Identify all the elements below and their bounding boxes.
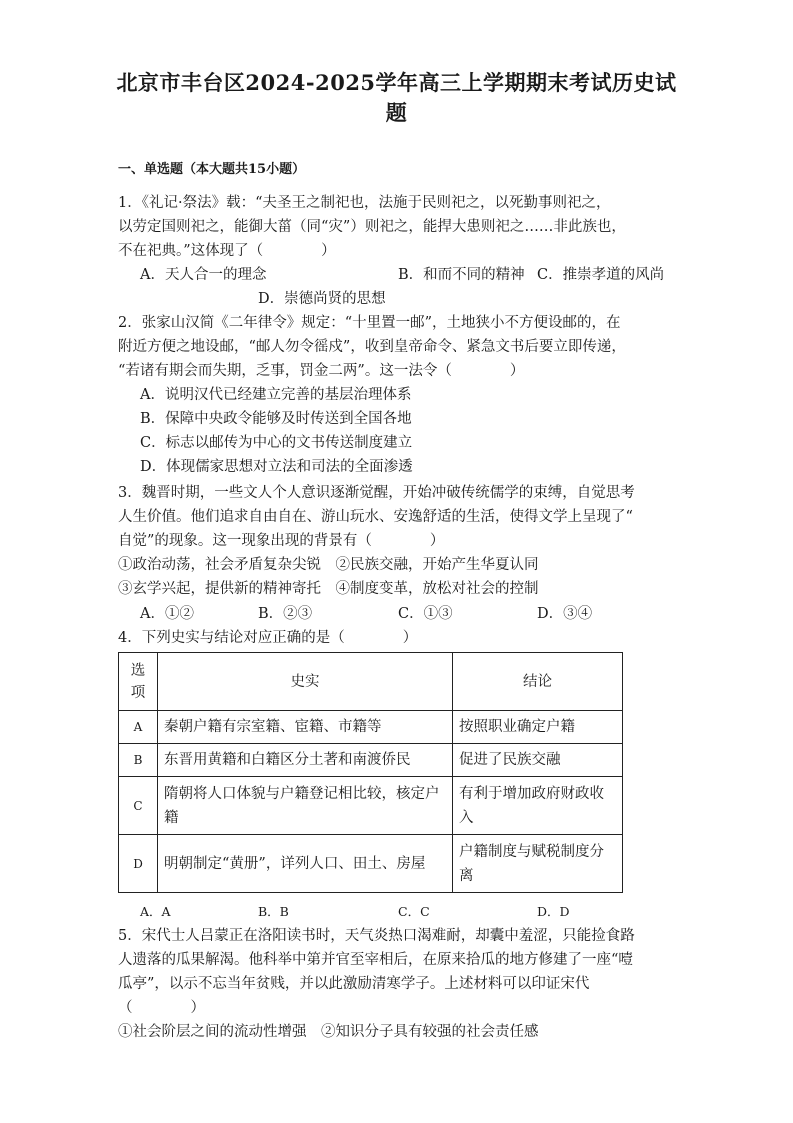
q3-line-3: 自觉”的现象。这一现象出现的背景有（ ） [118, 533, 445, 549]
table-cell: C [119, 777, 158, 835]
q3-option-b: B．②③ [258, 606, 313, 622]
q4-option-a: A．A [140, 904, 171, 919]
table-header-cell: 史实 [158, 653, 453, 711]
q3-line-2: 人生价值。他们追求自由自在、游山玩水、安逸舒适的生活，使得文学上呈现了“ [118, 509, 633, 525]
q4-option-b: B．B [258, 904, 289, 919]
table-row [119, 777, 623, 835]
q1-option-d: D．崇德尚贤的思想 [258, 291, 386, 307]
q3-option-d: D．③④ [537, 606, 593, 622]
q2-line-1: 2．张家山汉简《二年律令》规定：“十里置一邮”，土地狭小不方便设邮的，在 [118, 315, 621, 331]
table-row [119, 711, 623, 744]
table-cell: D [119, 835, 158, 893]
page-title-line2: 题 [385, 100, 408, 125]
table-cell: 按照职业确定户籍 [453, 711, 623, 744]
q1-option-b: B．和而不同的精神 [398, 267, 525, 283]
table-cell: B [119, 744, 158, 777]
table-header-cell: 结论 [453, 653, 623, 711]
section-heading: 一、单选题（本大题共15小题） [118, 162, 306, 177]
q3-line-5: ③玄学兴起，提供新的精神寄托 ④制度变革，放松对社会的控制 [118, 581, 539, 597]
table-cell: 户籍制度与赋税制度分离 [453, 835, 623, 893]
q3-option-a: A．①② [140, 606, 194, 622]
table-row [119, 835, 623, 893]
q4-option-d: D．D [537, 904, 570, 919]
q5-line-1: 5．宋代士人吕蒙正在洛阳读书时，天气炎热口渴难耐，却囊中羞涩，只能捡食路 [118, 928, 635, 944]
q4-table [118, 652, 623, 893]
q2-option-d: D．体现儒家思想对立法和司法的全面渗透 [140, 459, 413, 475]
q4-option-c: C．C [398, 904, 430, 919]
table-cell: 促进了民族交融 [453, 744, 623, 777]
table-cell: 隋朝将人口体貌与户籍登记相比较，核定户籍 [158, 777, 453, 835]
table-header-cell: 选项 [119, 653, 158, 711]
table-cell: 东晋用黄籍和白籍区分土著和南渡侨民 [158, 744, 453, 777]
q5-line-3: 瓜亭”，以示不忘当年贫贱，并以此激励清寒学子。上述材料可以印证宋代 [118, 976, 590, 992]
page-title-line1: 北京市丰台区2024-2025学年高三上学期期末考试历史试 [116, 70, 677, 95]
table-cell: 秦朝户籍有宗室籍、宦籍、市籍等 [158, 711, 453, 744]
q1-line-2: 以劳定国则祀之，能御大菑（同“灾”）则祀之，能捍大患则祀之……非此族也， [118, 219, 626, 235]
q5-line-2: 人遗落的瓜果解渴。他科举中第并官至宰相后，在原来拾瓜的地方修建了一座“噎 [118, 952, 633, 968]
table-header-row [119, 653, 623, 711]
q1-line-1: 1．《礼记·祭法》载：“夫圣王之制祀也，法施于民则祀之，以死勤事则祀之， [118, 195, 611, 211]
q1-option-c: C．推崇孝道的风尚 [537, 267, 665, 283]
q2-option-a: A．说明汉代已经建立完善的基层治理体系 [140, 387, 412, 403]
q1-line-3: 不在祀典。”这体现了（ ） [118, 243, 336, 259]
q3-line-1: 3．魏晋时期，一些文人个人意识逐渐觉醒，开始冲破传统儒学的束缚，自觉思考 [118, 485, 635, 501]
q2-option-b: B．保障中央政令能够及时传送到全国各地 [140, 411, 412, 427]
table-cell: 有利于增加政府财政收入 [453, 777, 623, 835]
q3-option-c: C．①③ [398, 606, 453, 622]
q4-stem: 4．下列史实与结论对应正确的是（ ） [118, 630, 418, 646]
q2-line-3: “若诸有期会而失期，乏事，罚金二两”。这一法令（ ） [118, 363, 525, 379]
table-cell: A [119, 711, 158, 744]
q5-line-4: （ ） [118, 1000, 205, 1016]
q2-line-2: 附近方便之地设邮，“邮人勿令徭戍”，收到皇帝命令、紧急文书后要立即传递， [118, 339, 626, 355]
table-row [119, 744, 623, 777]
q2-option-c: C．标志以邮传为中心的文书传送制度建立 [140, 435, 413, 451]
q3-line-4: ①政治动荡，社会矛盾复杂尖锐 ②民族交融，开始产生华夏认同 [118, 557, 539, 573]
q5-line-5: ①社会阶层之间的流动性增强 ②知识分子具有较强的社会责任感 [118, 1024, 539, 1040]
table-cell: 明朝制定“黄册”，详列人口、田土、房屋 [158, 835, 453, 893]
q1-option-a: A．天人合一的理念 [140, 267, 267, 283]
